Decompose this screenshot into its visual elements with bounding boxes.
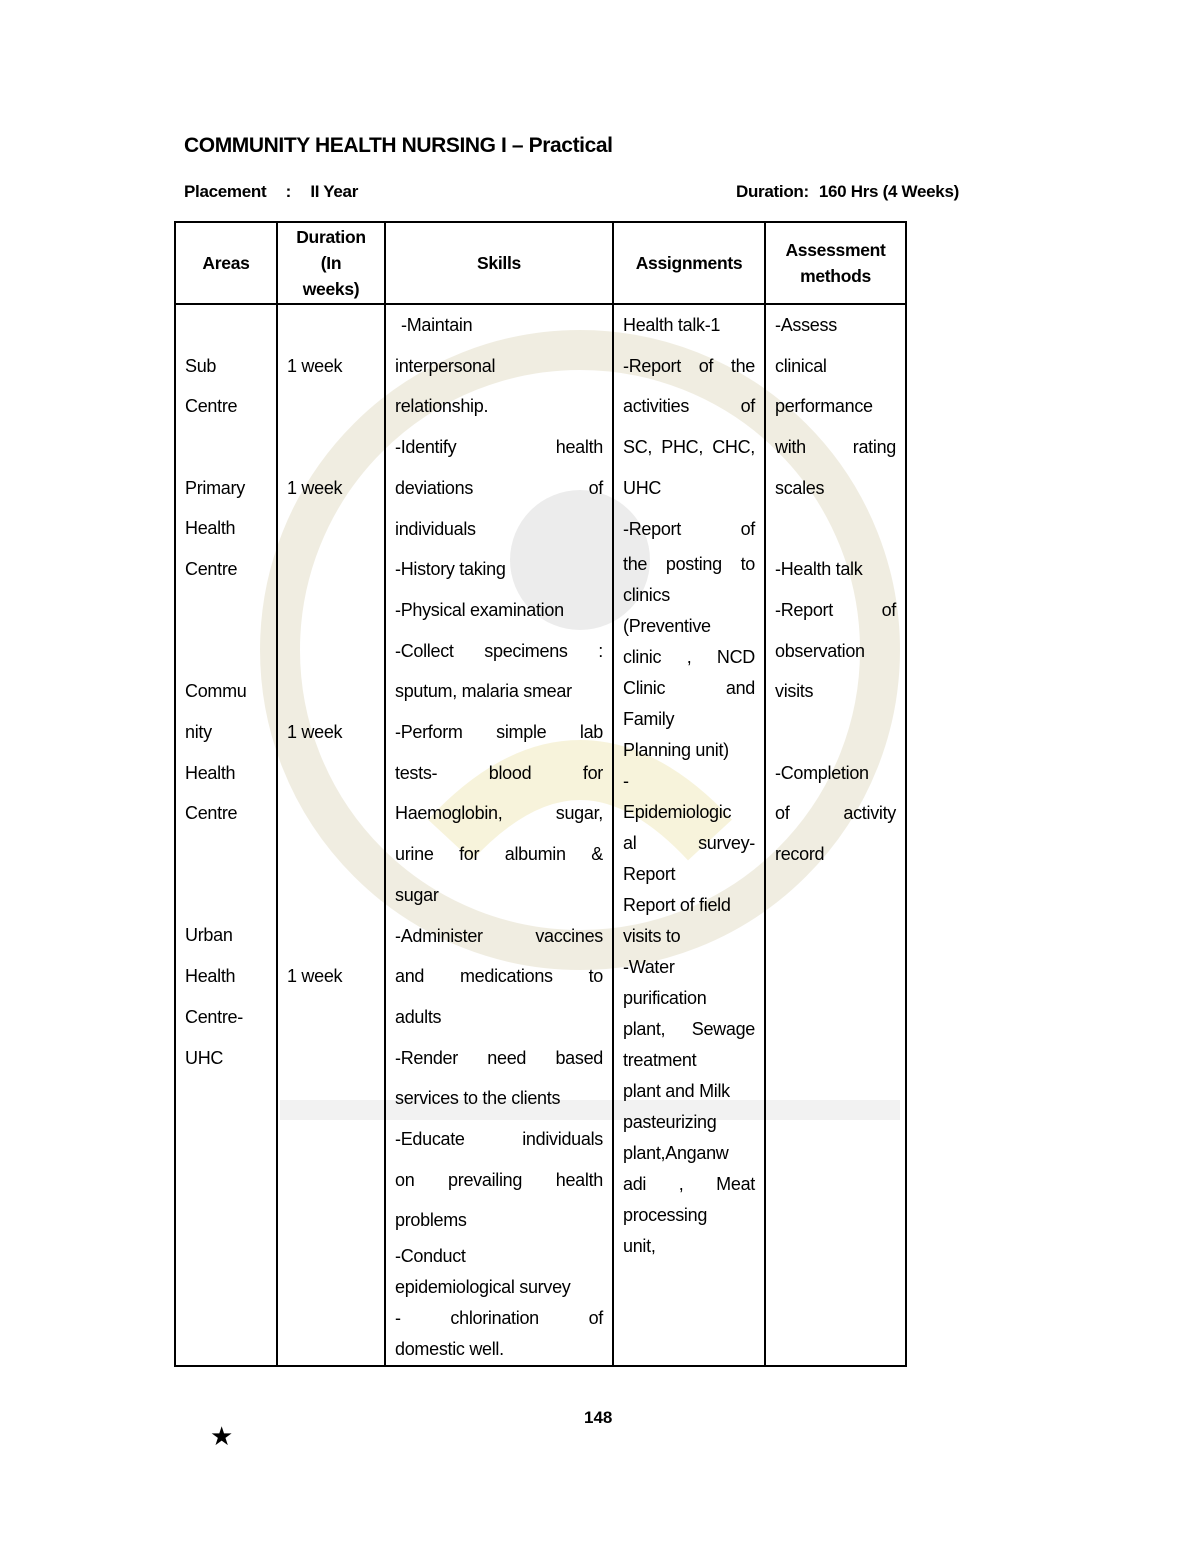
placement-label: Placement xyxy=(184,182,267,201)
skill-line: -Educate individuals xyxy=(395,1129,603,1150)
area-uhc-4: UHC xyxy=(185,1047,224,1068)
page-title: COMMUNITY HEALTH NURSING I – Practical xyxy=(184,134,613,157)
assessment-line: -Report of xyxy=(775,599,896,620)
area-phc-3: Centre xyxy=(185,559,238,580)
assignment-line: pasteurizing xyxy=(623,1112,717,1133)
skill-line: tests- blood for xyxy=(395,762,603,783)
assignment-line: -Water xyxy=(623,957,675,978)
assignment-line: clinics xyxy=(623,585,670,606)
skill-line: -Collect specimens : xyxy=(395,640,603,661)
header-assessment: Assessment methods xyxy=(765,222,906,304)
skill-line: interpersonal xyxy=(395,355,496,376)
area-chc-1: Commu xyxy=(185,681,247,702)
skill-line: -Physical examination xyxy=(395,599,564,620)
area-uhc-3: Centre- xyxy=(185,1006,243,1027)
duration-uhc: 1 week xyxy=(287,966,343,987)
assignment-line: (Preventive xyxy=(623,616,711,637)
page-number: 148 xyxy=(584,1408,613,1427)
assignment-line: - xyxy=(623,771,629,792)
assignment-line: UHC xyxy=(623,477,662,498)
assignment-line: al survey- xyxy=(623,833,755,854)
skill-line: individuals xyxy=(395,518,476,539)
skill-line: -Identify health xyxy=(395,437,603,458)
skill-line: Haemoglobin, sugar, xyxy=(395,803,603,824)
header-duration: Duration (In weeks) xyxy=(277,222,385,304)
assessment-line: -Completion xyxy=(775,762,869,783)
area-phc-2: Health xyxy=(185,518,236,539)
assignment-line: Family xyxy=(623,709,675,730)
skill-line: relationship. xyxy=(395,396,489,417)
skill-line: - chlorination of xyxy=(395,1308,603,1329)
assignment-line: plant,Anganw xyxy=(623,1143,729,1164)
assignment-line: Epidemiologic xyxy=(623,802,732,823)
skill-line: sputum, malaria smear xyxy=(395,681,572,702)
assignment-line: unit, xyxy=(623,1236,656,1257)
assignment-line: Report xyxy=(623,864,676,885)
assessment-line: scales xyxy=(775,477,825,498)
assessment-line: performance xyxy=(775,396,873,417)
assignment-line: -Report of the xyxy=(623,355,755,376)
area-uhc-1: Urban xyxy=(185,925,233,946)
assignments-cell xyxy=(613,304,765,1366)
skill-line: deviations of xyxy=(395,477,603,498)
duration-sub-centre: 1 week xyxy=(287,355,343,376)
skill-line: on prevailing health xyxy=(395,1169,603,1190)
skill-line: domestic well. xyxy=(395,1339,504,1360)
duration-cell xyxy=(277,304,385,1366)
skill-line: -History taking xyxy=(395,559,506,580)
assessment-line: of activity xyxy=(775,803,896,824)
assignment-line: Health talk-1 xyxy=(623,315,721,335)
assignment-line: activities of xyxy=(623,396,755,417)
skill-line: -Maintain xyxy=(401,315,473,335)
skill-line: -Conduct xyxy=(395,1246,466,1267)
table-row xyxy=(175,304,906,1366)
assignment-line: the posting to xyxy=(623,554,755,575)
assignment-line: purification xyxy=(623,988,707,1009)
area-uhc-2: Health xyxy=(185,966,236,987)
area-chc-4: Centre xyxy=(185,803,238,824)
duration-chc: 1 week xyxy=(287,721,343,742)
skill-line: -Render need based xyxy=(395,1047,603,1068)
skill-line: -Administer vaccines xyxy=(395,925,603,946)
assessment-cell xyxy=(765,304,906,1366)
skill-line: sugar xyxy=(395,884,439,905)
header-skills: Skills xyxy=(385,222,613,304)
assignment-line: treatment xyxy=(623,1050,697,1071)
duration-phc: 1 week xyxy=(287,477,343,498)
skill-line: adults xyxy=(395,1006,442,1027)
assignment-line: Clinic and xyxy=(623,678,755,699)
assignment-line: Planning unit) xyxy=(623,740,729,761)
area-sub-centre-1: Sub xyxy=(185,355,217,376)
area-sub-centre-2: Centre xyxy=(185,396,238,417)
placement-line xyxy=(184,182,358,202)
assessment-line: -Health talk xyxy=(775,559,863,580)
assignment-line: plant, Sewage xyxy=(623,1019,755,1040)
assignment-line: Report of field xyxy=(623,895,731,916)
assessment-line: record xyxy=(775,844,825,865)
assessment-line: with rating xyxy=(775,437,896,458)
placement-value: II Year xyxy=(310,182,359,201)
assignment-line: -Report of xyxy=(623,518,755,539)
skill-line: services to the clients xyxy=(395,1088,561,1109)
assessment-line: observation xyxy=(775,640,865,661)
skill-line: urine for albumin & xyxy=(395,844,603,865)
skill-line: problems xyxy=(395,1210,467,1231)
skills-cell xyxy=(385,304,613,1366)
star-icon: ★ xyxy=(210,1421,234,1451)
areas-cell xyxy=(175,304,277,1366)
assignment-line: plant and Milk xyxy=(623,1081,730,1102)
skill-line: epidemiological survey xyxy=(395,1277,571,1298)
area-phc-1: Primary xyxy=(185,477,245,498)
area-chc-3: Health xyxy=(185,762,236,783)
skill-line: and medications to xyxy=(395,966,603,987)
assignment-line: visits to xyxy=(623,926,681,947)
table-header-row xyxy=(175,222,906,304)
placement-separator: : xyxy=(285,182,292,201)
assessment-line: clinical xyxy=(775,355,827,376)
duration-label: Duration: xyxy=(736,182,809,201)
area-chc-2: nity xyxy=(185,721,212,742)
duration-value: 160 Hrs (4 Weeks) xyxy=(818,182,959,201)
assignment-line: processing xyxy=(623,1205,708,1226)
header-assignments: Assignments xyxy=(613,222,765,304)
header-areas: Areas xyxy=(175,222,277,304)
assessment-line: -Assess xyxy=(775,315,837,335)
assignment-line: SC, PHC, CHC, xyxy=(623,437,755,458)
assessment-line: visits xyxy=(775,681,814,702)
practical-schedule-table xyxy=(174,221,907,1367)
duration-line xyxy=(736,182,959,202)
assignment-line: clinic , NCD xyxy=(623,647,755,668)
skill-line: -Perform simple lab xyxy=(395,722,603,743)
assignment-line: adi , Meat xyxy=(623,1174,755,1195)
